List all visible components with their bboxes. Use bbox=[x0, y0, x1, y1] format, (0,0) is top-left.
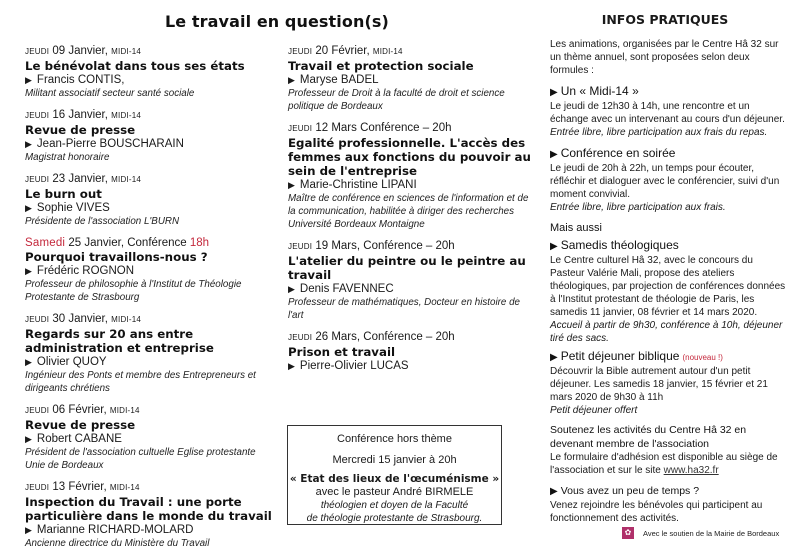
section-support bbox=[550, 424, 790, 477]
special-title: « Etat des lieux de l'œcuménisme » bbox=[289, 473, 500, 485]
sponsor-text: Avec le soutien de la Mairie de Bordeaux bbox=[643, 528, 780, 538]
speaker-name: Robert CABANE bbox=[36, 433, 122, 445]
bullet-triangle-icon: ▶ bbox=[550, 352, 558, 363]
page-title: Le travail en question(s) bbox=[165, 12, 389, 31]
event-day: JEUDI bbox=[25, 483, 50, 492]
infos-title: INFOS PRATIQUES bbox=[601, 12, 729, 27]
event-item bbox=[288, 330, 533, 373]
event-item bbox=[25, 403, 275, 472]
special-role-2: de théologie protestante de Strasbourg. bbox=[306, 513, 483, 524]
bullet-triangle-icon: ▶ bbox=[288, 361, 295, 371]
event-title: L'atelier du peintre ou le peintre au travail bbox=[288, 254, 526, 282]
event-date-text: 09 Janvier, bbox=[52, 45, 108, 57]
speaker-name: Frédéric ROGNON bbox=[36, 265, 135, 277]
speaker-role: Professeur de philosophie à l'Institut de Théologie Protestante de Strasbourg bbox=[25, 279, 242, 303]
event-format: MIDI-14 bbox=[111, 47, 142, 56]
speaker-name: Jean-Pierre BOUSCHARAIN bbox=[36, 138, 184, 150]
event-date-text: 25 Janvier, Conférence bbox=[68, 237, 187, 249]
event-date bbox=[25, 312, 275, 327]
special-date: Mercredi 15 janvier à 20h bbox=[332, 454, 457, 466]
event-speaker bbox=[25, 264, 275, 278]
event-speaker bbox=[288, 282, 533, 296]
petit-dej-note: Petit déjeuner offert bbox=[550, 405, 638, 416]
event-item bbox=[25, 108, 275, 164]
section-soiree bbox=[550, 146, 790, 214]
event-item bbox=[25, 172, 275, 228]
event-title: Regards sur 20 ans entre administration et entreprise bbox=[25, 327, 214, 355]
benevoles-heading: Vous avez un peu de temps ? bbox=[560, 485, 700, 497]
event-time: 18h bbox=[189, 237, 210, 249]
event-date-text: 06 Février, bbox=[52, 404, 107, 416]
speaker-name: Sophie VIVES bbox=[36, 202, 110, 214]
speaker-name: Olivier QUOY bbox=[36, 356, 107, 368]
event-date-text: 30 Janvier, bbox=[52, 313, 108, 325]
special-heading: Conférence hors thème bbox=[337, 433, 452, 445]
event-title: Prison et travail bbox=[288, 345, 396, 359]
midi14-text: Le jeudi de 12h30 à 14h, une rencontre et un échange avec un intervenant au cours d'un déjeuner. bbox=[550, 101, 785, 125]
bullet-triangle-icon: ▶ bbox=[25, 434, 32, 444]
speaker-name: Marianne RICHARD-MOLARD bbox=[36, 524, 194, 536]
event-date bbox=[288, 239, 533, 254]
event-speaker bbox=[25, 355, 275, 369]
speaker-role: Maître de conférence en sciences de l'information et de la communication, habilitée à diriger des recherches Université Bordeaux Montaigne bbox=[288, 193, 529, 230]
event-item bbox=[25, 236, 275, 304]
bullet-triangle-icon: ▶ bbox=[288, 75, 295, 85]
section-petit-dejeuner bbox=[550, 349, 790, 417]
samedis-note: Accueil à partir de 9h30, conférence à 10h, déjeuner tiré des sacs. bbox=[550, 320, 783, 344]
event-date-text: 12 Mars Conférence – 20h bbox=[315, 122, 452, 134]
middle-column bbox=[288, 44, 533, 381]
event-item bbox=[25, 312, 275, 395]
event-item bbox=[288, 44, 533, 113]
event-date bbox=[288, 121, 533, 136]
event-day: JEUDI bbox=[25, 406, 50, 415]
event-date bbox=[25, 172, 275, 187]
event-date bbox=[25, 108, 275, 123]
speaker-name: Pierre-Olivier LUCAS bbox=[299, 360, 409, 372]
event-day: Samedi bbox=[25, 237, 66, 249]
event-day: JEUDI bbox=[25, 315, 50, 324]
nouveau-badge: (nouveau !) bbox=[682, 353, 723, 362]
samedis-text: Le Centre culturel Hâ 32, avec le concours du Pasteur Valérie Mali, propose des ateliers théologiques, par projection de conférences données à l'Institut protestant de théologie de Paris, les samedis 11 janvier, 08 février et 14 mars 2020. bbox=[550, 255, 786, 318]
support-heading: Soutenez les activités du Centre Hâ 32 en devenant membre de l'association bbox=[550, 424, 747, 450]
event-title: Travail et protection sociale bbox=[288, 59, 474, 73]
midi14-note: Entrée libre, libre participation aux frais du repas. bbox=[550, 127, 768, 138]
soiree-note: Entrée libre, libre participation aux frais. bbox=[550, 202, 726, 213]
special-conference-box bbox=[287, 425, 502, 525]
event-day: JEUDI bbox=[25, 111, 50, 120]
petit-dej-heading: Petit déjeuner biblique bbox=[560, 349, 680, 363]
event-item bbox=[25, 44, 275, 100]
sponsor-footer bbox=[622, 527, 779, 539]
event-day: JEUDI bbox=[288, 242, 313, 251]
section-benevoles bbox=[550, 484, 790, 525]
event-date-text: 20 Février, bbox=[315, 45, 370, 57]
event-speaker bbox=[288, 178, 533, 192]
event-title: Le bénévolat dans tous ses états bbox=[25, 59, 245, 73]
event-item bbox=[288, 121, 533, 231]
event-date bbox=[25, 236, 275, 250]
speaker-name: Denis FAVENNEC bbox=[299, 283, 394, 295]
event-speaker bbox=[288, 73, 533, 87]
event-speaker bbox=[25, 137, 275, 151]
bullet-triangle-icon: ▶ bbox=[550, 486, 558, 497]
event-format: MIDI-14 bbox=[372, 47, 403, 56]
left-column bbox=[25, 44, 275, 551]
petit-dej-text: Découvrir la Bible autrement autour d'un petit déjeuner. Les samedis 18 janvier, 15 février et 21 mars 2020 de 9h30 à 11h bbox=[550, 366, 768, 403]
bullet-triangle-icon: ▶ bbox=[25, 139, 32, 149]
bullet-triangle-icon: ▶ bbox=[25, 357, 32, 367]
speaker-role: Président de l'association cultuelle Eglise protestante Unie de Bordeaux bbox=[25, 447, 256, 471]
event-title: Le burn out bbox=[25, 187, 102, 201]
speaker-role: Magistrat honoraire bbox=[25, 152, 110, 163]
event-item bbox=[288, 239, 533, 322]
event-date bbox=[288, 330, 533, 345]
bullet-triangle-icon: ▶ bbox=[550, 241, 558, 252]
event-date bbox=[25, 44, 275, 59]
event-day: JEUDI bbox=[288, 47, 313, 56]
speaker-name: Francis CONTIS, bbox=[36, 74, 125, 86]
speaker-role: Professeur de mathématiques, Docteur en histoire de l'art bbox=[288, 297, 520, 321]
event-date-text: 13 Février, bbox=[52, 481, 107, 493]
soiree-heading: Conférence en soirée bbox=[560, 146, 676, 160]
speaker-role: Militant associatif secteur santé sociale bbox=[25, 88, 195, 99]
benevoles-text: Venez rejoindre les bénévoles qui participent au fonctionnement des activités. bbox=[550, 500, 763, 524]
bullet-triangle-icon: ▶ bbox=[25, 75, 32, 85]
event-date-text: 26 Mars, Conférence – 20h bbox=[315, 331, 455, 343]
soiree-text: Le jeudi de 20h à 22h, un temps pour écouter, réfléchir et dialoguer avec le conférencier, suivi d'un moment convivial. bbox=[550, 163, 780, 200]
speaker-name: Marie-Christine LIPANI bbox=[299, 179, 417, 191]
special-speaker: avec le pasteur André BIRMELE bbox=[315, 486, 474, 498]
infos-pratiques bbox=[550, 12, 790, 525]
samedis-heading: Samedis théologiques bbox=[560, 238, 679, 252]
event-date-text: 23 Janvier, bbox=[52, 173, 108, 185]
speaker-role: Professeur de Droit à la faculté de droit et science politique de Bordeaux bbox=[288, 88, 505, 112]
bullet-triangle-icon: ▶ bbox=[25, 525, 32, 535]
event-title: Egalité professionnelle. L'accès des femmes aux fonctions du pouvoir au sein de l'entreprise bbox=[288, 136, 531, 178]
event-format: MIDI-14 bbox=[109, 406, 140, 415]
event-speaker bbox=[25, 523, 275, 537]
event-speaker bbox=[25, 432, 275, 446]
event-date-text: 16 Janvier, bbox=[52, 109, 108, 121]
event-speaker bbox=[288, 359, 533, 373]
special-role-1: théologien et doyen de la Faculté bbox=[320, 500, 469, 511]
bullet-triangle-icon: ▶ bbox=[288, 180, 295, 190]
event-date bbox=[25, 480, 275, 495]
speaker-role: Présidente de l'association L'BURN bbox=[25, 216, 180, 227]
event-format: MIDI-14 bbox=[111, 315, 142, 324]
event-format: MIDI-14 bbox=[111, 111, 142, 120]
bullet-triangle-icon: ▶ bbox=[25, 203, 32, 213]
event-item bbox=[25, 480, 275, 550]
intro-text: Les animations, organisées par le Centre Hâ 32 sur un thème annuel, sont proposées selon deux formules : bbox=[550, 39, 779, 76]
speaker-role: Ingénieur des Ponts et membre des Entrepreneurs et dirigeants chrétiens bbox=[25, 370, 256, 394]
speaker-role: Ancienne directrice du Ministère du Travail bbox=[25, 538, 210, 549]
event-date-text: 19 Mars, Conférence – 20h bbox=[315, 240, 455, 252]
bullet-triangle-icon: ▶ bbox=[25, 266, 32, 276]
event-title: Revue de presse bbox=[25, 123, 136, 137]
speaker-name: Maryse BADEL bbox=[299, 74, 379, 86]
bullet-triangle-icon: ▶ bbox=[288, 284, 295, 294]
mais-aussi: Mais aussi bbox=[550, 222, 602, 234]
bullet-triangle-icon: ▶ bbox=[550, 149, 558, 160]
event-date bbox=[25, 403, 275, 418]
section-samedis bbox=[550, 238, 790, 345]
mairie-bordeaux-logo-icon: ✿ bbox=[622, 527, 634, 539]
event-day: JEUDI bbox=[288, 333, 313, 342]
midi14-heading: Un « Midi-14 » bbox=[560, 84, 639, 98]
event-format: MIDI-14 bbox=[109, 483, 140, 492]
event-format: MIDI-14 bbox=[111, 175, 142, 184]
event-title: Pourquoi travaillons-nous ? bbox=[25, 250, 208, 264]
support-text: Le formulaire d'adhésion est disponible au siège de l'association et sur le site bbox=[550, 452, 778, 476]
event-title: Inspection du Travail : une porte particulière dans le monde du travail bbox=[25, 495, 272, 523]
website-link[interactable]: www.ha32.fr bbox=[663, 465, 719, 476]
event-date bbox=[288, 44, 533, 59]
event-title: Revue de presse bbox=[25, 418, 136, 432]
event-speaker bbox=[25, 73, 275, 87]
event-speaker bbox=[25, 201, 275, 215]
event-day: JEUDI bbox=[25, 175, 50, 184]
bullet-triangle-icon: ▶ bbox=[550, 87, 558, 98]
event-day: JEUDI bbox=[25, 47, 50, 56]
event-day: JEUDI bbox=[288, 124, 313, 133]
section-midi14 bbox=[550, 84, 790, 139]
